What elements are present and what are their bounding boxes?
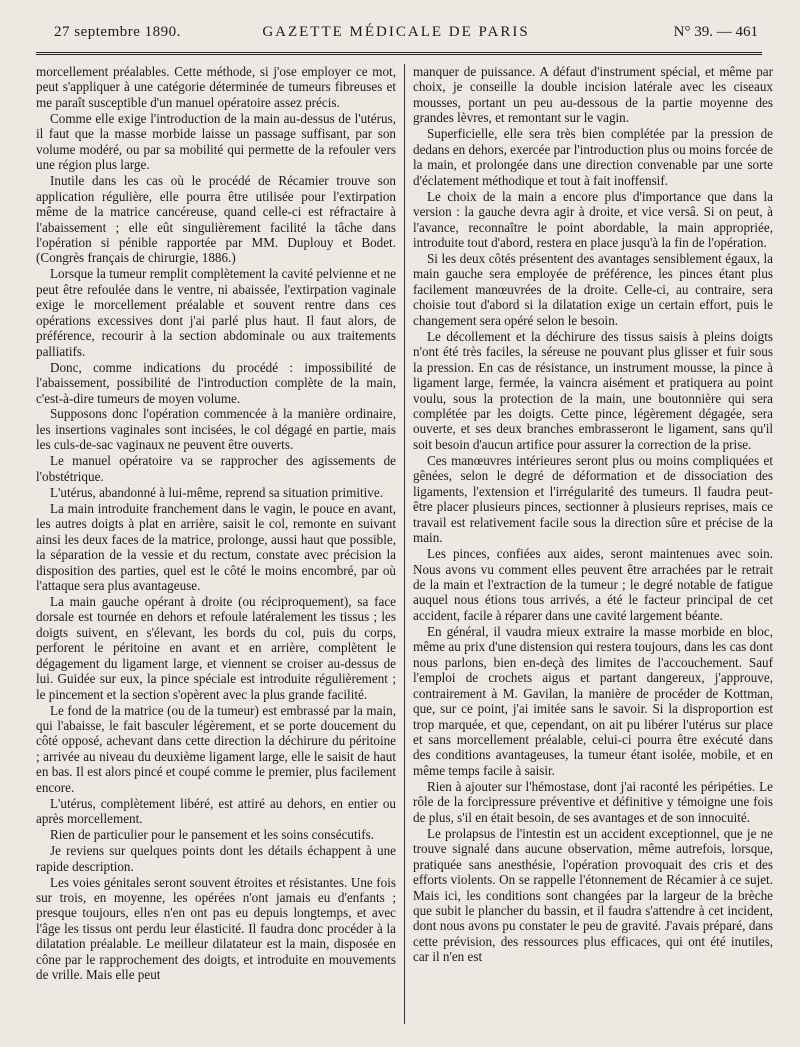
header-journal-title: GAZETTE MÉDICALE DE PARIS	[262, 24, 530, 40]
paragraph: En général, il vaudra mieux extraire la masse morbide en bloc, même au prix d'une distension qui restera toujours, dans les cas dont nous parlons, bien en-deçà des limites de l'accouchement. Sauf l'emploi de crochets aigus et partant dangereux, j'approuve, contrairement à M. Gavilan, la manière de procéder de Kottman, que, sur ce point, j'ai imitée sans le savoir. Si la disproportion est trop marquée, et que, cependant, on ait pu libérer l'utérus sur place et sans morcellement préalable, celui-ci pourra être exécuté dans des conditions avantageuses, la tumeur étant isolée, mobile, et en même temps facile à saisir.	[413, 623, 774, 778]
paragraph: Supposons donc l'opération commencée à la manière ordinaire, les insertions vaginales sont incisées, le col dégagé en partie, mais les culs-de-sac vaginaux ne peuvent être ouverts.	[36, 406, 396, 453]
paragraph: Le décollement et la déchirure des tissus saisis à pleins doigts n'ont été très faciles, la séreuse ne pouvant plus glisser et fuir sous la pression. En cas de résistance, un instrument mousse, la pince à ligament large, fermée, la vaincra aisément et pratiquera au point voulu, sous la protection de la main, une boutonnière qui sera complétée par les doigts. Cette pince, légèrement dégagée, sera ouverte, et ses deux branches embrasseront le ligament, sans qu'il soit besoin d'aucun artifice pour assurer la correction de la prise.	[413, 328, 773, 452]
paragraph: La main gauche opérant à droite (ou réciproquement), sa face dorsale est tournée en dehors et refoule latéralement les tissus ; les doigts suivent, en s'élevant, les bords du col, puis du corps, perforent le péritoine en avant et en arrière, complètent le dégagement du ligament large, et viennent se croiser au-dessus de lui. Guidée sur eux, la pince spéciale est introduite régulièrement ; le pincement et la section s'opèrent avec la plus grande facilité.	[36, 593, 396, 702]
paragraph: Superficielle, elle sera très bien complétée par la pression de dedans en dehors, exercée par l'introduction plus ou moins forcée de la main, et prolongée dans une direction convenable par une sorte d'éclatement méthodique et tout à fait inoffensif.	[413, 126, 773, 188]
left-column	[36, 64, 396, 983]
column-divider	[404, 64, 405, 1024]
paragraph: Le manuel opératoire va se rapprocher des agissements de l'obstétrique.	[36, 453, 396, 484]
paragraph: Si les deux côtés présentent des avantages sensiblement égaux, la main gauche sera employée de préférence, les pinces étant plus facilement manœuvrées de la droite. Celle-ci, au contraire, sera choisie tout d'abord si la dilatation exige un certain effort, puis le changement sera opéré selon le besoin.	[413, 250, 773, 328]
paragraph: Les voies génitales seront souvent étroites et résistantes. Une fois sur trois, en moyenne, les opérées n'ont jamais eu d'enfants ; presque toujours, elles n'en ont pas eu depuis longtemps, et avec l'âge les tissus ont perdu leur élasticité. Il faudra donc procéder à la dilatation préalable. Le meilleur dilatateur est la main, disposée en cône par le rapprochement des doigts, et introduite en mouvements de vrille. Mais elle peut	[36, 874, 396, 983]
paragraph: Je reviens sur quelques points dont les détails échappent à une rapide description.	[36, 843, 396, 874]
paragraph: manquer de puissance. A défaut d'instrument spécial, et même par choix, je conseille la double incision latérale avec les ciseaux mousses, portant un peu au-dessous de la partie moyenne des grandes lèvres, et remontant sur le vagin.	[413, 64, 773, 126]
paragraph: La main introduite franchement dans le vagin, le pouce en avant, les autres doigts à plat en arrière, saisit le col, remonte en suivant ainsi les deux faces de la matrice, prolonge, aussi haut que possible, la séparation de la vessie et du rectum, constate avec précision la disposition des parties, quel est le côté le moins encombré, par où l'attaque sera plus avantageuse.	[36, 500, 396, 593]
paragraph: Rien de particulier pour le pansement et les soins consécutifs.	[50, 827, 375, 843]
paragraph: morcellement préalables. Cette méthode, si j'ose employer ce mot, peut s'appliquer à une catégorie déterminée de tumeurs fibreuses et me paraît susceptible d'un manuel opératoire assez précis.	[36, 64, 396, 110]
right-column	[413, 64, 773, 965]
paragraph: Inutile dans les cas où le procédé de Récamier trouve son application régulière, elle pourra être utilisée pour l'extirpation même de la matrice cancéreuse, quand celle-ci est réfractaire à l'abaissement ; elle eût singulièrement facilité la tâche dans l'opération si pénible rapportée par MM. Duplouy et Bodet. (Congrès français de chirurgie, 1886.)	[36, 173, 396, 266]
header-rule	[36, 52, 762, 55]
paragraph: L'utérus, complètement libéré, est attiré au dehors, en entier ou après morcellement.	[36, 795, 396, 827]
paragraph: Rien à ajouter sur l'hémostase, dont j'ai raconté les péripéties. Le rôle de la forcipressure préventive et définitive y témoigne une fois de plus, s'il en était besoin, de ses avantages et de son innocuité.	[413, 778, 773, 825]
paragraph: L'utérus, abandonné à lui-même, reprend sa situation primitive.	[50, 484, 383, 500]
paragraph: Le fond de la matrice (ou de la tumeur) est embrassé par la main, qui l'abaisse, le fait basculer légèrement, et se porte doucement du côté opposé, achevant dans cette direction la déchirure du péritoine ; arrivée au niveau du deuxième ligament large, elle le saisit de haut en bas. Il est alors pincé et coupé comme le premier, plus facilement encore.	[36, 702, 396, 795]
paragraph: Donc, comme indications du procédé : impossibilité de l'abaissement, possibilité de l'introduction complète de la main, c'est-à-dire tumeurs de moyen volume.	[36, 359, 396, 406]
paragraph: Lorsque la tumeur remplit complètement la cavité pelvienne et ne peut être refoulée dans le ventre, ni abaissée, l'extirpation vaginale exige le morcellement préalable et souvent rentre dans ces opérations excessives dont j'ai parlé plus haut. Il faut alors, de préférence, recourir à la section abdominale ou aux traitements palliatifs.	[36, 266, 396, 359]
paragraph: Le choix de la main a encore plus d'importance que dans la version : la gauche devra agir à droite, et vice versâ. Si on peut, à l'avance, reconnaître le point abordable, la main appropriée, introduite tout d'abord, restera en place jusqu'à la fin de l'opération.	[413, 188, 773, 250]
paragraph: Les pinces, confiées aux aides, seront maintenues avec soin. Nous avons vu comment elles peuvent être arrachées par le retrait de la main et l'extraction de la tumeur ; le degré notable de fatigue auquel nous étions tous arrivés, a été le facteur principal de cet accident, facile à réparer dans une cavité largement béante.	[413, 546, 773, 623]
header-date: 27 septembre 1890.	[54, 24, 181, 40]
paragraph: Le prolapsus de l'intestin est un accident exceptionnel, que je ne trouve signalé dans aucune observation, même autrefois, lorsque, pratiquée sans anesthésie, l'opération provoquait des cris et des efforts violents. On se rappelle l'étonnement de Récamier à ce sujet. Mais ici, les conditions sont changées par la largeur de la brèche que subit le plancher du bassin, et il faudra s'attendre à cet incident, dont nous avons pu constater le peu de gravité. J'avais préparé, dans cette prévision, des ressources plus efficaces, qui ont été inutiles, car il n'en est	[413, 825, 773, 965]
header-issue-page: N° 39. — 461	[673, 24, 758, 40]
running-header	[30, 22, 762, 46]
paragraph: Comme elle exige l'introduction de la main au-dessus de l'utérus, il faut que la masse morbide laisse un passage suffisant, par son volume modéré, ou par sa mobilité qui permette de la refouler vers une région plus large.	[36, 110, 396, 173]
paragraph: Ces manœuvres intérieures seront plus ou moins compliquées et gênées, selon le degré de déformation et de dissociation des ligaments, l'extension et l'irrégularité des tumeurs. Il faudra peut-être placer plusieurs pinces, sectionner à plusieurs reprises, mais ce travail est relativement facile sous la direction sûre et précise de la main.	[413, 452, 773, 546]
